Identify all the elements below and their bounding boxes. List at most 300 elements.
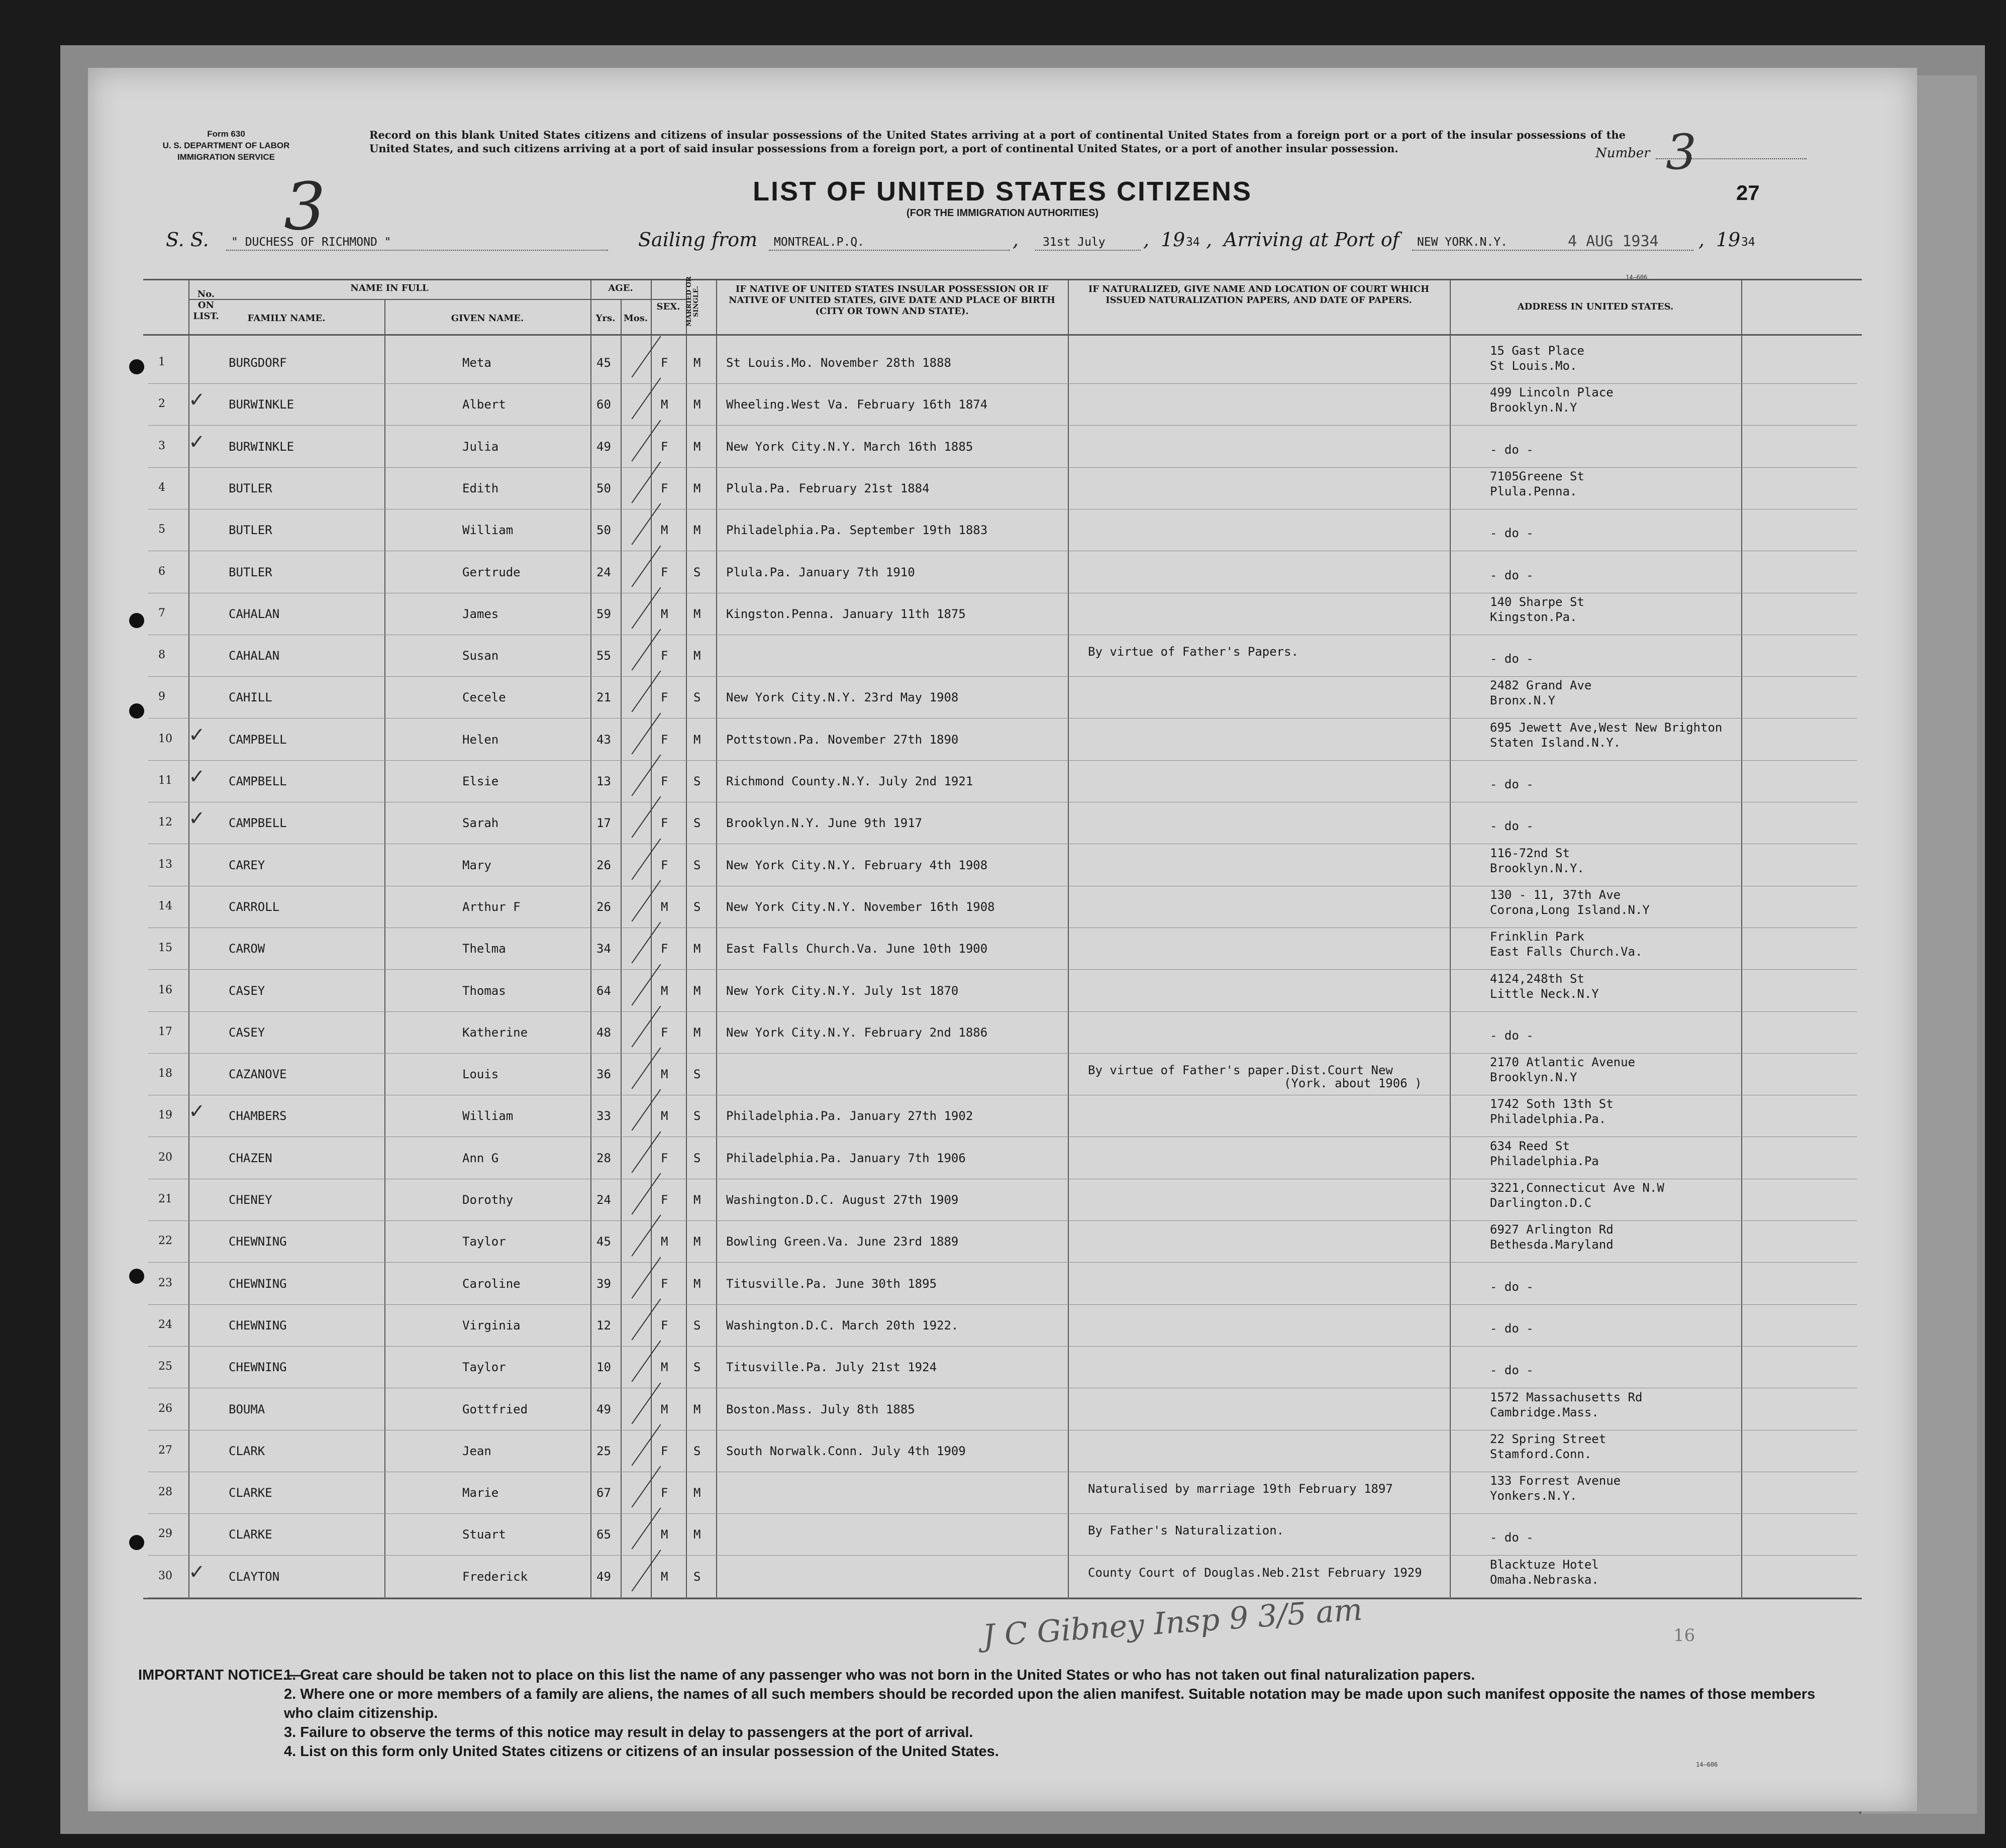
family-name: CAHALAN [229,607,280,621]
table-row [88,1304,1917,1346]
row-number: 16 [158,984,172,996]
table-row [88,1263,1917,1304]
row-number: 30 [158,1570,172,1582]
tally-stroke-icon [632,377,661,419]
given-name: Meta [462,356,491,370]
sex: F [661,440,668,454]
row-number: 23 [158,1277,172,1289]
sex: F [661,858,668,872]
birth-place-date: Wheeling.West Va. February 16th 1874 [726,397,988,412]
married-or-single: M [693,397,701,412]
sex: M [661,523,668,537]
sex: F [661,1486,668,1500]
married-or-single: S [693,1318,701,1332]
row-number: 29 [158,1527,172,1540]
age-years: 60 [596,397,611,412]
table-row [88,593,1917,635]
given-name: Ann G [462,1151,499,1165]
family-name: CHEWNING [229,1360,287,1374]
given-name: Thelma [462,942,506,956]
form-number: Form 630 [207,129,245,139]
sex: F [661,1025,668,1040]
tally-stroke-icon [632,1131,661,1173]
family-name: CAROW [229,942,265,956]
birth-place-date: South Norwalk.Conn. July 4th 1909 [726,1444,966,1458]
married-or-single: M [693,440,701,454]
header-age: AGE. [608,283,633,293]
birth-place-date: New York City.N.Y. March 16th 1885 [726,440,973,454]
sex: F [661,356,668,370]
address-line-1: 2170 Atlantic Avenue [1490,1055,1635,1069]
tally-stroke-icon [632,712,661,754]
naturalization: County Court of Douglas.Neb.21st February 1929 [1088,1566,1422,1580]
age-years: 50 [596,481,611,495]
header-address: ADDRESS IN UNITED STATES. [1517,301,1674,312]
family-name: CHAMBERS [229,1109,287,1123]
check-mark-icon: ✓ [188,1100,206,1123]
address-line-2: Darlington.D.C [1490,1196,1592,1210]
family-name: CASEY [229,1025,265,1040]
married-or-single: M [693,733,701,747]
family-name: BUTLER [229,481,272,495]
tally-stroke-icon [632,1382,661,1424]
tally-stroke-icon [632,1089,661,1131]
birth-place-date: Titusville.Pa. June 30th 1895 [726,1277,937,1291]
row-number: 13 [158,858,172,871]
sex: F [661,1444,668,1458]
married-or-single: M [693,523,701,537]
row-number: 5 [158,523,165,536]
table-row [88,928,1917,969]
birth-place-date: Washington.D.C. March 20th 1922. [726,1318,959,1332]
married-or-single: M [693,984,701,998]
address-line-1: 3221,Connecticut Ave N.W [1490,1181,1664,1195]
family-name: CAMPBELL [229,733,287,747]
address-line-2: East Falls Church.Va. [1490,945,1643,959]
given-name: Helen [462,733,499,747]
sex: F [661,942,668,956]
address-line-1: 15 Gast Place [1490,344,1584,358]
given-name: Arthur F [462,900,521,914]
handwritten-three: 3 [284,168,326,245]
tally-stroke-icon [632,1466,661,1507]
address-line-2: Brooklyn.N.Y. [1490,861,1584,875]
address-line-2: Omaha.Nebraska. [1490,1573,1599,1587]
sex: M [661,1109,668,1123]
age-years: 59 [596,607,611,621]
address-line-2: - do - [1490,819,1534,833]
tally-stroke-icon [632,1298,661,1340]
form-code: 14—606 [1626,274,1648,281]
address-line-1: 1572 Massachusetts Rd [1490,1390,1643,1404]
age-years: 45 [596,1235,611,1249]
table-row [88,970,1917,1011]
age-years: 39 [596,1277,611,1291]
header-married-or-single: MARRIED OR SINGLE. [685,276,700,327]
family-name: CARROLL [229,900,280,914]
inspector-signature: J C Gibney Insp 9 3/5 am [981,1592,1364,1654]
tally-stroke-icon [632,1424,661,1466]
family-name: CAMPBELL [229,816,287,830]
address-line-2: Brooklyn.N.Y [1490,400,1577,415]
table-row [88,844,1917,886]
tally-stroke-icon [632,545,661,587]
family-name: CAHALAN [229,649,280,663]
age-years: 26 [596,858,611,872]
given-name: Sarah [462,816,499,830]
age-years: 17 [596,816,611,830]
married-or-single: S [693,690,701,704]
sex: F [661,1151,668,1165]
comma-1: , [1013,229,1019,251]
date-line [1035,250,1141,251]
married-or-single: S [693,1067,701,1081]
row-number: 6 [158,565,165,578]
arrival-year-suffix: 34 [1741,236,1755,249]
naturalization: Naturalised by marriage 19th February 1897 [1088,1482,1393,1496]
binder-hole [129,359,144,374]
tally-stroke-icon [632,420,661,461]
address-line-2: - do - [1490,568,1534,582]
department: U. S. DEPARTMENT OF LABOR [162,141,290,150]
row-number: 4 [158,481,165,494]
birth-place-date: Bowling Green.Va. June 23rd 1889 [726,1235,959,1249]
family-name: CLAYTON [229,1570,280,1584]
row-number: 24 [158,1318,172,1331]
header-no: No. ON LIST. [193,289,219,322]
family-name: BURGDORF [229,356,287,370]
address-line-1: 22 Spring Street [1490,1432,1607,1446]
table-row [88,760,1917,802]
tally-stroke-icon [632,838,661,880]
sex: F [661,816,668,830]
age-years: 55 [596,649,611,663]
family-name: BUTLER [229,565,272,579]
sex: M [661,1402,668,1416]
address-line-2: Corona,Long Island.N.Y [1490,903,1650,917]
given-name: Jean [462,1444,491,1458]
sex: F [661,1318,668,1332]
service: IMMIGRATION SERVICE [177,152,275,162]
sex: F [661,1277,668,1291]
birth-place-date: Richmond County.N.Y. July 2nd 1921 [726,774,973,788]
married-or-single: S [693,900,701,914]
tally-stroke-icon [632,921,661,963]
address-line-2: Stamford.Conn. [1490,1447,1592,1461]
birth-place-date: Boston.Mass. July 8th 1885 [726,1402,915,1416]
married-or-single: S [693,774,701,788]
tally-stroke-icon [632,1507,661,1549]
voyage-line [166,229,1874,259]
arrival-port: NEW YORK.N.Y. [1417,236,1508,249]
family-name: CAHILL [229,690,272,704]
address-line-2: Kingston.Pa. [1490,610,1577,624]
age-years: 45 [596,356,611,370]
address-line-1: 6927 Arlington Rd [1490,1222,1614,1237]
age-years: 67 [596,1486,611,1500]
birth-place-date: New York City.N.Y. November 16th 1908 [726,900,995,914]
row-number: 18 [158,1067,172,1080]
table-row [88,718,1917,760]
given-name: Gottfried [462,1402,528,1416]
family-name: CAREY [229,858,265,872]
birth-place-date: Philadelphia.Pa. September 19th 1883 [726,523,988,537]
given-name: Gertrude [462,565,521,579]
naturalization: By Father's Naturalization. [1088,1523,1284,1537]
age-years: 33 [596,1109,611,1123]
age-years: 24 [596,565,611,579]
tally-stroke-icon [632,1257,661,1298]
header-bottom-border [143,334,1862,336]
address-line-2: Cambridge.Mass. [1490,1405,1599,1419]
address-line-2: - do - [1490,526,1534,540]
married-or-single: M [693,356,701,370]
table-bottom-border [143,1598,1862,1599]
birth-place-date: Pottstown.Pa. November 27th 1890 [726,733,959,747]
address-line-2: - do - [1490,1530,1534,1545]
sex: F [661,774,668,788]
header-naturalized: IF NATURALIZED, GIVE NAME AND LOCATION OF COURT WHICH ISSUED NATURALIZATION PAPERS, AND DATE OF PAPERS. [1088,284,1430,305]
married-or-single: M [693,1527,701,1542]
table-row [88,1513,1917,1555]
tally-stroke-icon [632,1214,661,1256]
table-row [88,1095,1917,1137]
address-line-2: - do - [1490,652,1534,666]
address-line-2: - do - [1490,1280,1534,1294]
tally-stroke-icon [632,1340,661,1382]
notice-item-3: 3. Failure to observe the terms of this notice may result in delay to passengers at the port of arrival. [284,1724,973,1740]
year-suffix: 34 [1186,236,1200,249]
table-row [88,676,1917,718]
row-number: 12 [158,816,172,829]
given-name: Dorothy [462,1193,514,1207]
address-line-1: 133 Forrest Avenue [1490,1474,1621,1488]
row-number: 17 [158,1025,172,1038]
table-row [88,1053,1917,1095]
family-name: CAZANOVE [229,1067,287,1081]
married-or-single: M [693,1025,701,1040]
family-name: CHEWNING [229,1277,287,1291]
address-line-1: 2482 Grand Ave [1490,678,1592,692]
birth-place-date: New York City.N.Y. July 1st 1870 [726,984,959,998]
given-name: William [462,523,514,537]
address-line-1: 499 Lincoln Place [1490,385,1614,399]
given-name: Caroline [462,1277,521,1291]
ship-name: " DUCHESS OF RICHMOND " [231,236,391,249]
family-name: BURWINKLE [229,440,294,454]
age-years: 49 [596,1570,611,1584]
comma-2: , [1143,229,1150,251]
married-or-single: M [693,649,701,663]
sex: F [661,649,668,663]
age-years: 49 [596,440,611,454]
comma-4: , [1698,229,1705,251]
table-row [88,886,1917,928]
check-mark-icon: ✓ [188,388,206,412]
address-line-2: - do - [1490,1029,1534,1043]
row-number: 19 [158,1109,172,1121]
tally-stroke-icon [632,754,661,796]
address-line-2: St Louis.Mo. [1490,359,1577,373]
table-row [88,635,1917,676]
tally-stroke-icon [632,461,661,503]
address-line-1: 1742 Soth 13th St [1490,1097,1614,1111]
table-row [88,1179,1917,1220]
address-line-2: Philadelphia.Pa [1490,1154,1599,1168]
table-row [88,426,1917,467]
given-name: Louis [462,1067,499,1081]
tally-stroke-icon [632,503,661,545]
sex: M [661,1527,668,1542]
given-name: Marie [462,1486,499,1500]
tally-stroke-icon [632,880,661,921]
sex: F [661,733,668,747]
age-years: 36 [596,1067,611,1081]
sex: M [661,607,668,621]
departure-port: MONTREAL.P.Q. [774,236,865,249]
address-line-2: Bronx.N.Y [1490,693,1556,707]
given-name: Susan [462,649,499,663]
row-number: 9 [158,690,165,703]
sex: M [661,1570,668,1584]
sex: F [661,565,668,579]
arriving-label: Arriving at Port of [1224,229,1399,251]
married-or-single: M [693,481,701,495]
table-top-border [143,279,1862,280]
married-or-single: M [693,1402,701,1416]
port-to-line [1412,250,1693,251]
check-mark-icon: ✓ [188,1561,206,1584]
row-number: 20 [158,1151,172,1164]
married-or-single: M [693,1486,701,1500]
sex: M [661,397,668,412]
given-name: Cecele [462,690,506,704]
row-number: 1 [158,356,165,368]
married-or-single: S [693,816,701,830]
birth-place-date: New York City.N.Y. 23rd May 1908 [726,690,959,704]
address-line-1: 7105Greene St [1490,469,1584,483]
married-or-single: S [693,1444,701,1458]
arrival-year-prefix: 19 [1716,229,1741,251]
married-or-single: S [693,565,701,579]
check-mark-icon: ✓ [188,724,206,747]
port-from-line [769,250,1010,251]
table-row [88,1220,1917,1262]
family-name: BURWINKLE [229,397,294,412]
family-name: CHEWNING [229,1318,287,1332]
notice-item-2: 2. Where one or more members of a family are aliens, the names of all such members should be recorded upon the alien manifest. Suitable notation may be made upon such manifest opposite the names of those members who claim citizenship. [284,1686,1816,1721]
family-name: BUTLER [229,523,272,537]
given-name: Elsie [462,774,499,788]
given-name: Albert [462,397,506,412]
header-mos: Mos. [623,313,648,324]
family-name: CAMPBELL [229,774,287,788]
tally-stroke-icon [632,1173,661,1214]
table-row [88,551,1917,593]
footer-code: 14—606 [1696,1761,1718,1768]
header-sex: SEX. [656,301,680,312]
ss-label: S. S. [166,229,209,251]
address-line-1: 140 Sharpe St [1490,595,1584,609]
row-number: 27 [158,1444,172,1457]
address-line-1: 4124,248th St [1490,972,1584,986]
record-instruction: Record on this blank United States citizens and citizens of insular possessions of the United States arriving at a port of continental United States from a foreign port or a port of the insular possessions of the United States, and such citizens arriving at a port of said insular possessions from a foreign port, a port of continental United States, or a port of another insular possession. [369,129,1626,155]
given-name: Stuart [462,1527,506,1542]
header-given-name: GIVEN NAME. [451,313,524,324]
comma-3: , [1206,229,1213,251]
table-row [88,1137,1917,1179]
number-label: Number [1595,146,1650,161]
tally-stroke-icon [632,670,661,712]
margin-note: 16 [1673,1625,1695,1646]
family-name: CLARKE [229,1486,272,1500]
year-prefix: 19 [1161,229,1185,251]
age-years: 65 [596,1527,611,1542]
address-line-2: Staten Island.N.Y. [1490,736,1621,750]
married-or-single: M [693,942,701,956]
header-name-in-full: NAME IN FULL [350,283,429,293]
row-number: 22 [158,1235,172,1247]
table-row [88,1472,1917,1513]
page-subtitle: (FOR THE IMMIGRATION AUTHORITIES) [906,208,1099,219]
given-name: Thomas [462,984,506,998]
tally-stroke-icon [632,336,661,377]
married-or-single: S [693,1360,701,1374]
sex: M [661,1067,668,1081]
tally-stroke-icon [632,964,661,1005]
age-years: 25 [596,1444,611,1458]
family-name: CLARKE [229,1527,272,1542]
married-or-single: S [693,858,701,872]
married-or-single: M [693,1235,701,1249]
married-or-single: S [693,1570,701,1584]
address-line-1: Blacktuze Hotel [1490,1558,1599,1572]
birth-place-date: East Falls Church.Va. June 10th 1900 [726,942,988,956]
address-line-1: 695 Jewett Ave,West New Brighton [1490,721,1723,735]
age-years: 64 [596,984,611,998]
naturalization-continued: (York. about 1906 ) [1284,1076,1422,1090]
age-years: 43 [596,733,611,747]
address-line-1: 130 - 11, 37th Ave [1490,888,1621,902]
age-years: 48 [596,1025,611,1040]
table-row [88,1346,1917,1388]
age-years: 50 [596,523,611,537]
notice-header: IMPORTANT NOTICE.— [138,1667,302,1683]
family-name: CHENEY [229,1193,272,1207]
address-line-2: - do - [1490,777,1534,791]
age-years: 21 [596,690,611,704]
address-line-2: Little Neck.N.Y [1490,987,1599,1001]
married-or-single: M [693,1277,701,1291]
sex: M [661,1235,668,1249]
notice-item-4: 4. List on this form only United States citizens or citizens of an insular possession of the United States. [284,1743,999,1760]
tally-stroke-icon [632,587,661,629]
table-row [88,342,1917,383]
given-name: Katherine [462,1025,528,1040]
arrival-stamp: 4 AUG 1934 [1568,233,1659,250]
given-name: James [462,607,499,621]
binder-hole [129,703,144,718]
birth-place-date: New York City.N.Y. February 2nd 1886 [726,1025,988,1040]
sex: M [661,1360,668,1374]
row-number: 21 [158,1193,172,1205]
address-line-2: - do - [1490,1363,1534,1377]
sex: M [661,900,668,914]
birth-place-date: Washington.D.C. August 27th 1909 [726,1193,959,1207]
married-or-single: S [693,1151,701,1165]
row-number: 26 [158,1402,172,1415]
binder-hole [129,1535,144,1550]
